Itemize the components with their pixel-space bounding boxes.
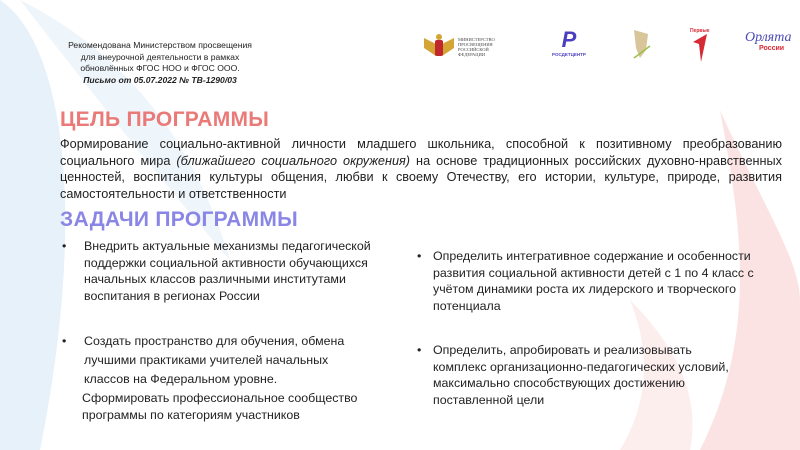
- recommendation-line: обновлённых ФГОС НОО и ФГОС ООО.: [80, 63, 240, 73]
- goal-text-italic: (ближайшего социального окружения): [176, 153, 411, 168]
- bullet: •: [62, 334, 67, 348]
- recommendation-note: [40, 40, 280, 86]
- task-item: • Внедрить актуальные механизмы педагогической поддержки социальной активности обучающихся начальных классов различными институтами воспитания в регионах России: [62, 239, 371, 303]
- letter-reference: Письмо от 05.07.2022 № ТВ-1290/03: [83, 74, 237, 85]
- pervye-one-icon: [691, 34, 709, 62]
- tasks-heading: ЗАДАЧИ ПРОГРАММЫ: [60, 208, 299, 231]
- r-logo-icon: Р: [561, 27, 577, 52]
- tasks-right-column: [415, 248, 765, 408]
- tasks-left-column: [60, 238, 400, 423]
- task-item-extra: Сформировать профессиональное сообщество программы по категориям участников: [82, 391, 358, 422]
- recommendation-line: для внеурочной деятельности в рамках: [80, 51, 240, 62]
- task-item: • Определить интегративное содержание и особенности развития социальной активности детей с 1 по 4 класс с учётом динамики роста их лидерского и творческого потенциала: [417, 249, 754, 313]
- goal-text: Формирование социально-активной личности младшего школьника, способной к позитивному преобразованию социального мира (ближайшего социального окружения) на основе традиционных российских духовно-нравственных ценностей, воспитания культуры общения, любви к своему Отечеству, его истории, культуре, природе, развития самостоятельности и ответственности: [60, 137, 782, 201]
- goal-heading: ЦЕЛЬ ПРОГРАММЫ: [60, 108, 270, 131]
- coat-of-arms-icon: [422, 32, 456, 62]
- rosdetcentr-logo: Р РОСДЕТЦЕНТР: [552, 27, 586, 57]
- bullet: •: [417, 249, 422, 263]
- partner-logos: [420, 26, 790, 66]
- ministry-logo: МИНИСТЕРСТВО ПРОСВЕЩЕНИЯ РОССИЙСКОЙ ФЕДЕРАЦИИ: [422, 32, 498, 62]
- region-map-logo: [630, 28, 652, 62]
- pervye-logo: Первые: [690, 28, 710, 62]
- bullet: •: [62, 239, 67, 253]
- recommendation-line: Рекомендована Министерством просвещения: [68, 40, 252, 50]
- task-item: • Создать пространство для обучения, обмена лучшими практиками учителей начальных классов на Федеральном уровне.: [62, 334, 345, 386]
- task-item: • Определить, апробировать и реализовывать комплекс организационно-педагогических условий, максимально способствующих достижению поставленной цели: [417, 343, 729, 407]
- bullet: •: [417, 343, 422, 357]
- orlyata-logo: Орлята России: [745, 30, 792, 52]
